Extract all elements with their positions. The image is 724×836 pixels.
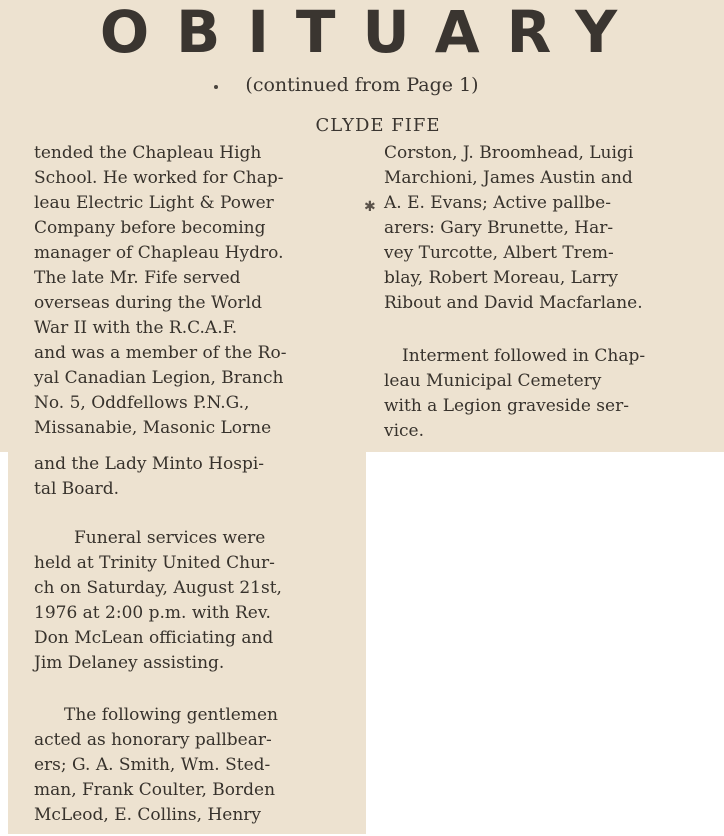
text-line: War II with the R.C.A.F. xyxy=(34,318,238,338)
text-line: man, Frank Coulter, Borden xyxy=(34,780,276,800)
text-line: tal Board. xyxy=(34,479,120,499)
text-line: held at Trinity United Chur- xyxy=(34,553,275,573)
text-line: Ribout and David Macfarlane. xyxy=(384,293,643,313)
text-line: Jim Delaney assisting. xyxy=(34,653,225,673)
text-line: Don McLean officiating and xyxy=(34,628,274,648)
text-line: with a Legion graveside ser- xyxy=(384,396,629,416)
text-line: School. He worked for Chap- xyxy=(34,168,284,188)
text-line: leau Electric Light & Power xyxy=(34,193,274,213)
text-line: leau Municipal Cemetery xyxy=(384,371,602,391)
text-line: Funeral services were xyxy=(74,528,266,548)
text-line: Corston, J. Broomhead, Luigi xyxy=(384,143,634,163)
text-line: The late Mr. Fife served xyxy=(34,268,241,288)
text-line: ch on Saturday, August 21st, xyxy=(34,578,282,598)
text-line: blay, Robert Moreau, Larry xyxy=(384,268,618,288)
text-line: The following gentlemen xyxy=(64,705,278,725)
continued-note: (continued from Page 1) xyxy=(245,74,479,96)
text-line: yal Canadian Legion, Branch xyxy=(34,368,284,388)
ink-speck-mark: ✱ xyxy=(364,199,376,215)
text-line: McLeod, E. Collins, Henry xyxy=(34,805,262,825)
text-line: manager of Chapleau Hydro. xyxy=(34,243,284,263)
text-line: acted as honorary pallbear- xyxy=(34,730,272,750)
text-line: vice. xyxy=(384,421,425,441)
text-line: A. E. Evans; Active pallbe- xyxy=(384,193,611,213)
text-line: overseas during the World xyxy=(34,293,262,313)
text-line: 1976 at 2:00 p.m. with Rev. xyxy=(34,603,271,623)
text-line: Company before becoming xyxy=(34,218,266,238)
text-line: vey Turcotte, Albert Trem- xyxy=(384,243,614,263)
obituary-name-heading: CLYDE FIFE xyxy=(315,115,441,136)
text-line: Interment followed in Chap- xyxy=(402,346,646,366)
text-line: ers; G. A. Smith, Wm. Sted- xyxy=(34,755,271,775)
text-line: No. 5, Oddfellows P.N.G., xyxy=(34,393,250,413)
text-line: Marchioni, James Austin and xyxy=(384,168,633,188)
text-line: and the Lady Minto Hospi- xyxy=(34,454,265,474)
text-line: arers: Gary Brunette, Har- xyxy=(384,218,614,238)
text-line xyxy=(34,141,352,166)
text-line: and was a member of the Ro- xyxy=(34,343,287,363)
masthead-title: OBITUARY xyxy=(99,0,645,66)
text-line: Missanabie, Masonic Lorne xyxy=(34,418,272,438)
text-line-content: tended the Chapleau High xyxy=(34,143,262,163)
